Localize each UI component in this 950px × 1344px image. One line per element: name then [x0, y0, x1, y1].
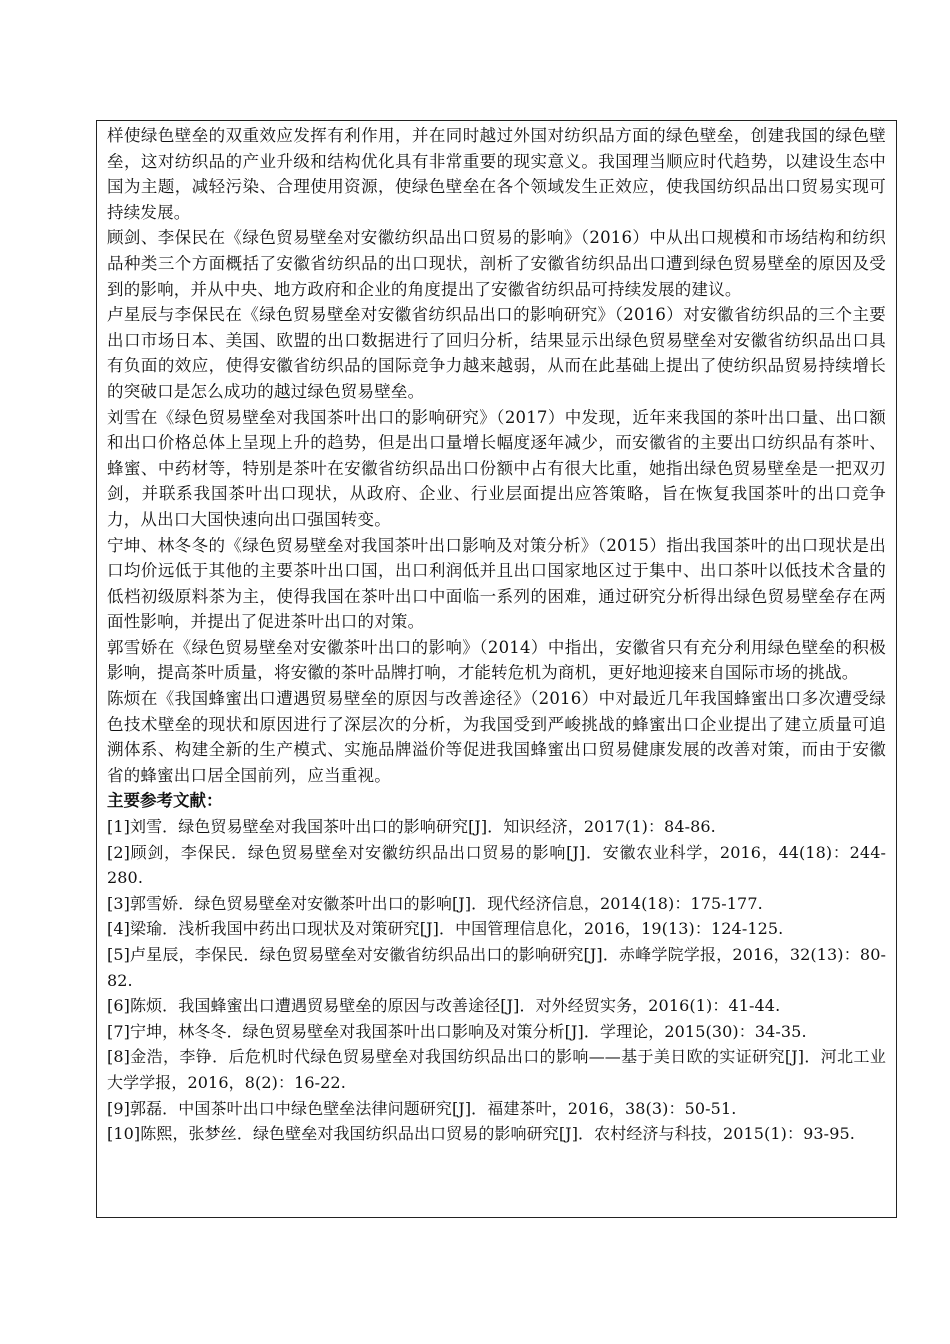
body-paragraph-3: 卢星辰与李保民在《绿色贸易壁垒对安徽省纺织品出口的影响研究》（2016）对安徽省纺织品的三个主要出口市场日本、美国、欧盟的出口数据进行了回归分析，结果显示出绿色贸易壁垒对安徽省纺织品出口具有负面的效应，使得安徽省纺织品的国际竞争力越来越弱，从而在此基础上提出了使纺织品贸易持续增长的突破口是怎么成功的越过绿色贸易壁垒。 [107, 305, 886, 401]
reference-item: [4]梁瑜．浅析我国中药出口现状及对策研究[J]．中国管理信息化，2016，19(13)：124-125. [107, 919, 784, 939]
document-table-cell [96, 120, 897, 1218]
reference-item: [3]郭雪娇．绿色贸易壁垒对安徽茶叶出口的影响[J]．现代经济信息，2014(18)：175-177. [107, 893, 763, 913]
reference-item: [10]陈熙，张梦丝．绿色壁垒对我国纺织品出口贸易的影响研究[J]．农村经济与科技，2015(1)：93-95. [107, 1124, 855, 1144]
reference-item: [7]宁坤，林冬冬．绿色贸易壁垒对我国茶叶出口影响及对策分析[J]．学理论，2015(30)：34-35. [107, 1021, 807, 1041]
reference-item: [6]陈烦．我国蜂蜜出口遭遇贸易壁垒的原因与改善途径[J]．对外经贸实务，2016(1)：41-44. [107, 996, 781, 1016]
body-paragraph-2: 顾剑、李保民在《绿色贸易壁垒对安徽纺织品出口贸易的影响》（2016）中从出口规模和市场结构和纺织品种类三个方面概括了安徽省纺织品的出口现状，剖析了安徽省纺织品出口遭到绿色贸易壁垒的原因及受到的影响，并从中央、地方政府和企业的角度提出了安徽省纺织品可持续发展的建议。 [107, 228, 886, 299]
references-heading: 主要参考文献： [107, 791, 223, 811]
reference-item: [9]郭磊．中国茶叶出口中绿色壁垒法律问题研究[J]．福建茶叶，2016，38(3)：50-51. [107, 1098, 737, 1118]
body-paragraph-6: 郭雪娇在《绿色贸易壁垒对安徽茶叶出口的影响》（2014）中指出，安徽省只有充分利用绿色壁垒的积极影响，提高茶叶质量，将安徽的茶叶品牌打响，才能转危机为商机，更好地迎接来自国际市场的挑战。 [107, 637, 886, 683]
body-paragraph-4: 刘雪在《绿色贸易壁垒对我国茶叶出口的影响研究》（2017）中发现，近年来我国的茶叶出口量、出口额和出口价格总体上呈现上升的趋势，但是出口量增长幅度逐年减少，而安徽省的主要出口纺织品有茶叶、蜂蜜、中药材等，特别是茶叶在安徽省纺织品出口份额中占有很大比重，她指出绿色贸易壁垒是一把双刃剑，并联系我国茶叶出口现状，从政府、企业、行业层面提出应答策略，旨在恢复我国茶叶的出口竞争力，从出口大国快速向出口强国转变。 [107, 407, 886, 529]
reference-item: [5]卢星辰，李保民．绿色贸易壁垒对安徽省纺织品出口的影响研究[J]．赤峰学院学报，2016，32(13)：80-82. [107, 945, 886, 990]
reference-item: [1]刘雪．绿色贸易壁垒对我国茶叶出口的影响研究[J]．知识经济，2017(1)：84-86. [107, 817, 716, 837]
body-paragraph-1: 样使绿色壁垒的双重效应发挥有利作用，并在同时越过外国对纺织品方面的绿色壁垒，创建我国的绿色壁垒，这对纺织品的产业升级和结构优化具有非常重要的现实意义。我国理当顺应时代趋势，以建设生态中国为主题，减轻污染、合理使用资源，使绿色壁垒在各个领域发生正效应，使我国纺织品出口贸易实现可持续发展。 [107, 126, 886, 222]
reference-item: [2]顾剑，李保民．绿色贸易壁垒对安徽纺织品出口贸易的影响[J]．安徽农业科学，2016，44(18)：244-280. [107, 842, 886, 888]
body-paragraph-5: 宁坤、林冬冬的《绿色贸易壁垒对我国茶叶出口影响及对策分析》（2015）指出我国茶叶的出口现状是出口均价远低于其他的主要茶叶出口国，出口利润低并且出口国家地区过于集中、出口茶叶以低技术含量的低档初级原料茶为主，使得我国在茶叶出口中面临一系列的困难，通过研究分析得出绿色贸易壁垒存在两面性影响，并提出了促进茶叶出口的对策。 [107, 535, 886, 632]
reference-item: [8]金浩，李铮．后危机时代绿色贸易壁垒对我国纺织品出口的影响——基于美日欧的实证研究[J]．河北工业大学学报，2016，8(2)：16-22. [107, 1047, 886, 1092]
references-list [107, 814, 886, 1147]
body-paragraph-7: 陈烦在《我国蜂蜜出口遭遇贸易壁垒的原因与改善途径》（2016）中对最近几年我国蜂蜜出口多次遭受绿色技术壁垒的现状和原因进行了深层次的分析，为我国受到严峻挑战的蜂蜜出口企业提出了建立质量可追溯体系、构建全新的生产模式、实施品牌溢价等促进我国蜂蜜出口贸易健康发展的改善对策，而由于安徽省的蜂蜜出口居全国前列，应当重视。 [107, 689, 886, 785]
